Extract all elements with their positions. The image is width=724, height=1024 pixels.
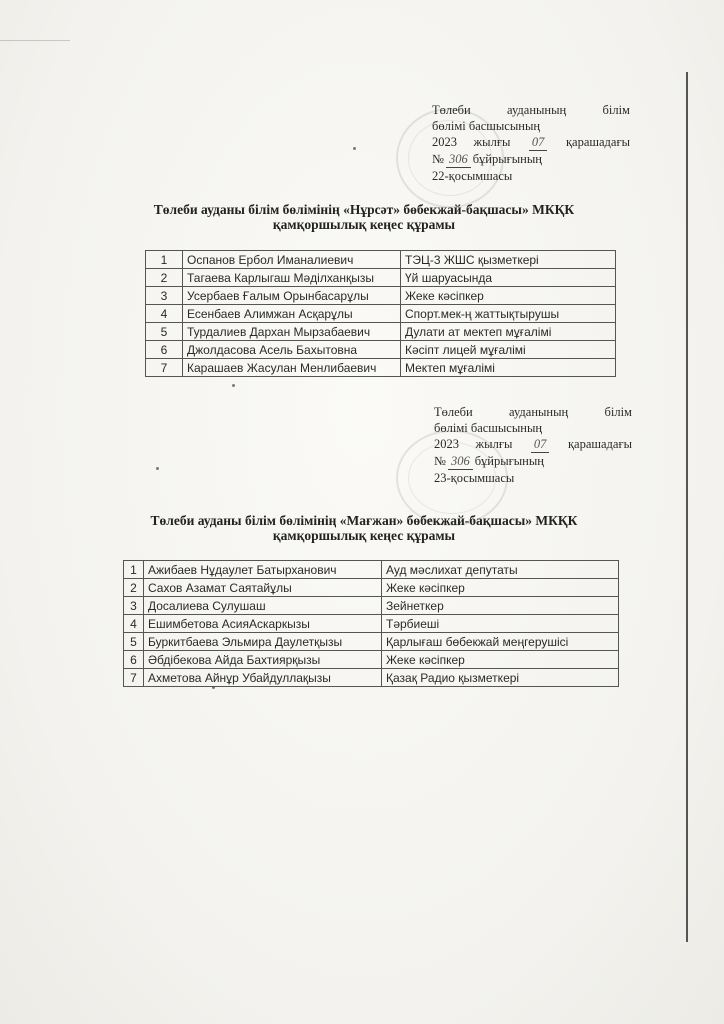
member-name: Досалиева Сулушаш — [144, 597, 382, 615]
member-name: Есенбаев Алимжан Асқарұлы — [183, 305, 401, 323]
table-row: 7 Ахметова Айнұр Убайдуллақызы Қазақ Радио қызметкері — [124, 669, 619, 687]
member-role: Спорт.мек-ң жаттықтырушы — [401, 305, 616, 323]
header-line-1: Төлеби ауданының білім — [432, 103, 630, 117]
member-role: Зейнеткер — [382, 597, 619, 615]
scan-speck — [353, 147, 356, 150]
appendix-header — [432, 102, 630, 184]
header-appendix-number: 23-қосымшасы — [434, 471, 515, 485]
scan-speck — [212, 686, 215, 689]
member-role: Тәрбиеші — [382, 615, 619, 633]
member-name: Буркитбаева Эльмира Даулетқызы — [144, 633, 382, 651]
member-name: Карашаев Жасулан Менлибаевич — [183, 359, 401, 377]
scan-speck — [156, 467, 159, 470]
header-date-line: 2023 жылғы 07 қарашадағы — [432, 135, 630, 149]
member-role: ТЭЦ-3 ЖШС қызметкері — [401, 251, 616, 269]
member-name: Сахов Азамат Саятайұлы — [144, 579, 382, 597]
handwritten-day: 07 — [529, 134, 548, 151]
member-role: Дулати ат мектеп мұғалімі — [401, 323, 616, 341]
member-name: Турдалиев Дархан Мырзабаевич — [183, 323, 401, 341]
member-name: Джолдасова Асель Бахытовна — [183, 341, 401, 359]
member-role: Жеке кәсіпкер — [382, 579, 619, 597]
header-appendix-number: 22-қосымшасы — [432, 169, 513, 183]
table-row: 7 Карашаев Жасулан Менлибаевич Мектеп мұғалімі — [146, 359, 616, 377]
member-role: Мектеп мұғалімі — [401, 359, 616, 377]
member-role: Кәсіпт лицей мұғалімі — [401, 341, 616, 359]
table-row: 1 Ажибаев Нұдаулет Батырханович Ауд мәслихат депутаты — [124, 561, 619, 579]
table-row: 3 Усербаев Ғалым Орынбасарұлы Жеке кәсіпкер — [146, 287, 616, 305]
member-name: Тагаева Карлыгаш Мәділханқызы — [183, 269, 401, 287]
scan-speck — [232, 384, 235, 387]
header-line-2: бөлімі басшысының — [432, 119, 541, 133]
table-row: 1 Оспанов Ербол Иманалиевич ТЭЦ-3 ЖШС қызметкері — [146, 251, 616, 269]
handwritten-day: 07 — [531, 436, 550, 453]
handwritten-order-number: 306 — [448, 453, 473, 470]
member-name: Ахметова Айнұр Убайдуллақызы — [144, 669, 382, 687]
table-row: 4 Есенбаев Алимжан Асқарұлы Спорт.мек-ң жаттықтырушы — [146, 305, 616, 323]
table-row: 3 Досалиева Сулушаш Зейнеткер — [124, 597, 619, 615]
table-row: 4 Ешимбетова АсияАскаркызы Тәрбиеші — [124, 615, 619, 633]
table-row: 5 Турдалиев Дархан Мырзабаевич Дулати ат мектеп мұғалімі — [146, 323, 616, 341]
table-row: 6 Әбдібекова Айда Бахтиярқызы Жеке кәсіпкер — [124, 651, 619, 669]
member-name: Ажибаев Нұдаулет Батырханович — [144, 561, 382, 579]
member-name: Усербаев Ғалым Орынбасарұлы — [183, 287, 401, 305]
member-name: Ешимбетова АсияАскаркызы — [144, 615, 382, 633]
header-date-line: 2023 жылғы 07 қарашадағы — [434, 437, 632, 451]
member-role: Үй шаруасында — [401, 269, 616, 287]
member-role: Жеке кәсіпкер — [401, 287, 616, 305]
header-order-line: № 306 бұйрығының — [432, 152, 542, 166]
scan-artifact-line — [0, 40, 70, 41]
table-row: 2 Сахов Азамат Саятайұлы Жеке кәсіпкер — [124, 579, 619, 597]
table-row: 6 Джолдасова Асель Бахытовна Кәсіпт лицей мұғалімі — [146, 341, 616, 359]
member-role: Қарлығаш бөбекжай меңгерушісі — [382, 633, 619, 651]
page-edge-rule — [686, 72, 688, 942]
header-line-1: Төлеби ауданының білім — [434, 405, 632, 419]
member-name: Әбдібекова Айда Бахтиярқызы — [144, 651, 382, 669]
member-name: Оспанов Ербол Иманалиевич — [183, 251, 401, 269]
council-members-table — [123, 560, 619, 687]
header-order-line: № 306 бұйрығының — [434, 454, 544, 468]
appendix-header — [434, 404, 632, 486]
member-role: Ауд мәслихат депутаты — [382, 561, 619, 579]
table-row: 2 Тагаева Карлыгаш Мәділханқызы Үй шаруасында — [146, 269, 616, 287]
member-role: Жеке кәсіпкер — [382, 651, 619, 669]
header-line-2: бөлімі басшысының — [434, 421, 543, 435]
section-title: Төлеби ауданы білім бөлімінің «Нұрсәт» бөбекжай-бақшасы» МКҚК қамқоршылық кеңес құрамы — [153, 202, 575, 232]
member-role: Қазақ Радио қызметкері — [382, 669, 619, 687]
handwritten-order-number: 306 — [446, 151, 471, 168]
section-title: Төлеби ауданы білім бөлімінің «Мағжан» бөбекжай-бақшасы» МКҚК қамқоршылық кеңес құрамы — [150, 513, 578, 543]
council-members-table — [145, 250, 616, 377]
table-row: 5 Буркитбаева Эльмира Даулетқызы Қарлығаш бөбекжай меңгерушісі — [124, 633, 619, 651]
